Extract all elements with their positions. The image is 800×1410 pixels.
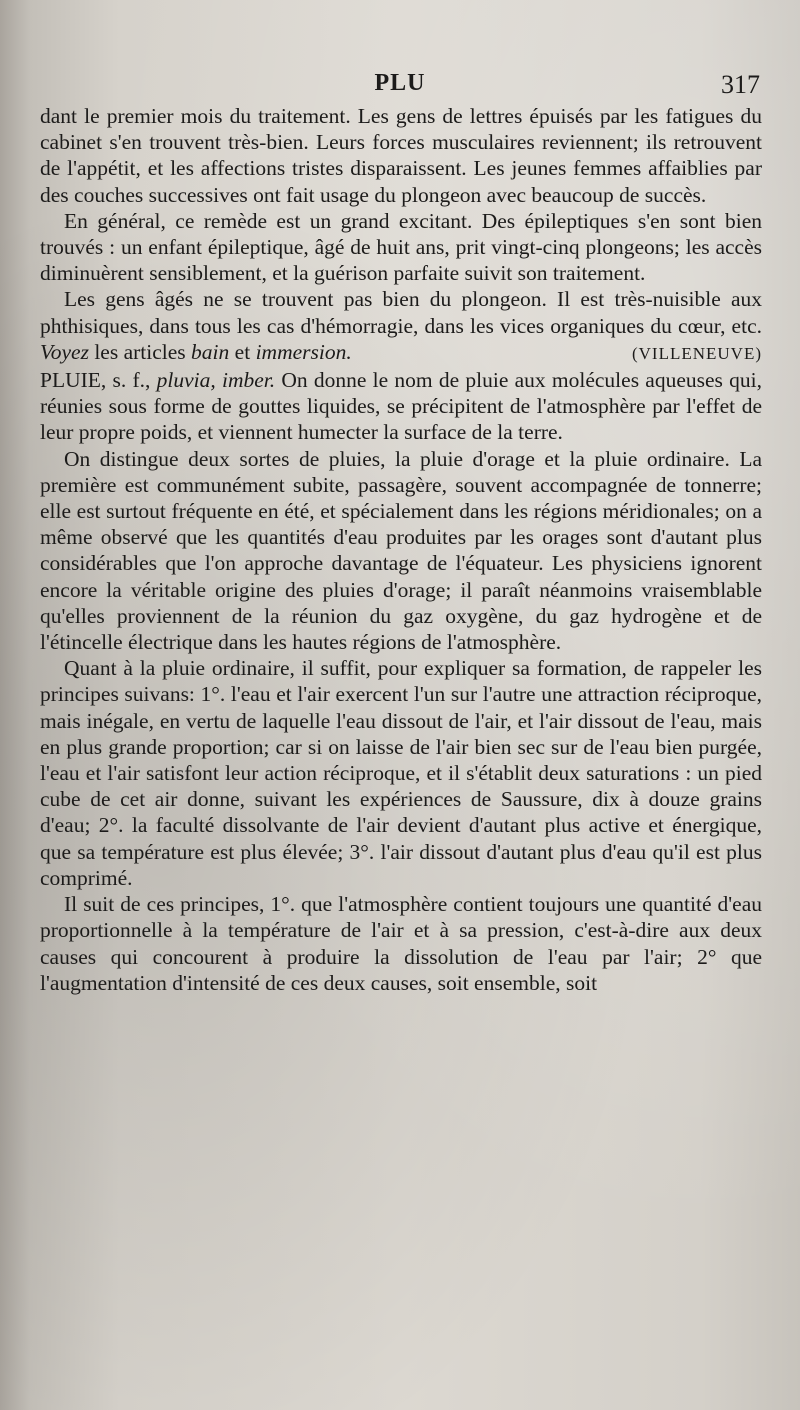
immersion-reference: immersion.: [255, 339, 352, 364]
entry-definition: On donne le nom de pluie aux molécules aqueuses qui, réunies sous forme de gouttes liquides, se précipitent de l'atmosphère par l'effet de leur propre poids, et viennent humecter la surface de la terre.: [40, 368, 762, 445]
voyez-reference: Voyez: [40, 339, 89, 364]
page-header: [40, 70, 760, 106]
body-text: [40, 103, 762, 996]
paragraph-3: [40, 286, 762, 365]
paragraph-2: En général, ce remède est un grand excitant. Des épileptiques s'en sont bien trouvés : un enfant épileptique, âgé de huit ans, prit vingt-cinq plongeons; les accès diminuèrent sensiblement, et la guérison parfaite suivit son traitement.: [40, 208, 762, 286]
entry-pluie: [40, 367, 762, 446]
running-head: PLU: [374, 70, 426, 96]
page-number: 317: [721, 70, 760, 99]
et-text: et: [234, 339, 251, 364]
bain-reference: bain: [191, 339, 230, 364]
paragraph-3-text: Les gens âgés ne se trouvent pas bien du plongeon. Il est très-nuisible aux phthisiques, dans tous les cas d'hémorragie, dans les vices organiques du cœur, etc.: [40, 287, 762, 338]
paragraph-5: On distingue deux sortes de pluies, la pluie d'orage et la pluie ordinaire. La première est communément subite, passagère, souvent accompagnée de tonnerre; elle est surtout fréquente en été, et spécialement dans les régions méridionales; on a même observé que les quantités d'eau produites par les orages sont d'autant plus considérables que l'on approche davantage de l'équateur. Les physiciens ignorent encore la véritable origine des pluies d'orage; il paraît néanmoins vraisemblable qu'elles proviennent de la réunion du gaz oxygène, du gaz hydrogène et de l'étincelle électrique dans les hautes régions de l'atmosphère.: [40, 446, 762, 655]
entry-grammar: , s. f.,: [100, 368, 151, 393]
articles-text: les articles: [94, 339, 186, 364]
paragraph-7: Il suit de ces principes, 1°. que l'atmosphère contient toujours une quantité d'eau proportionnelle à la température de l'air et à sa pression, c'est-à-dire aux deux causes qui concourent à produire la dissolution de l'eau par l'air; 2° que l'augmentation d'intensité de ces deux causes, soit ensemble, soit: [40, 892, 762, 995]
author-signature: (VILLENEUVE): [631, 343, 762, 363]
entry-term: PLUIE: [40, 368, 101, 393]
entry-latin: pluvia, imber.: [156, 368, 276, 393]
paragraph-1: dant le premier mois du traitement. Les gens de lettres épuisés par les fatigues du cabinet s'en trouvent très-bien. Leurs forces musculaires reviennent; ils retrouvent de l'appétit, et les affections tristes disparaissent. Les jeunes femmes affaiblies par des couches successives ont fait usage du plongeon avec beaucoup de succès.: [40, 104, 762, 207]
paragraph-6: Quant à la pluie ordinaire, il suffit, pour expliquer sa formation, de rappeler les principes suivans: 1°. l'eau et l'air exercent l'un sur l'autre une attraction réciproque, mais inégale, en vertu de laquelle l'eau dissout de l'air, et l'air dissout de l'eau, mais en plus grande proportion; car si on laisse de l'air bien sec sur de l'eau bien purgée, l'eau et l'air satisfont leur action réciproque, et il s'établit deux saturations : un pied cube de cet air donne, suivant les expériences de Saussure, dix à douze grains d'eau; 2°. la faculté dissolvante de l'air devient d'autant plus active et énergique, que sa température est plus élevée; 3°. l'air dissout d'autant plus d'eau qu'il est plus comprimé.: [40, 656, 762, 890]
